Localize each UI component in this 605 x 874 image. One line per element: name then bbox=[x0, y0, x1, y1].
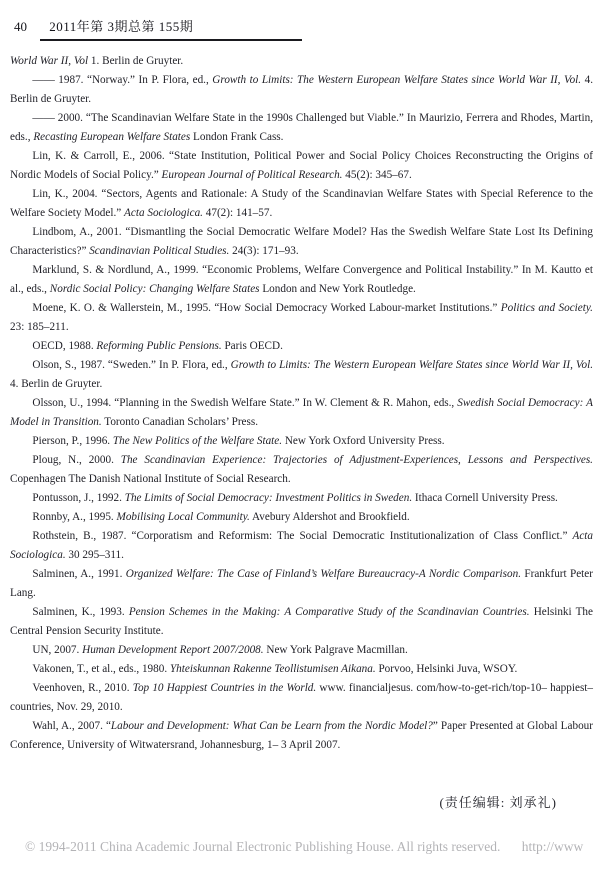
reference-item bbox=[10, 299, 593, 337]
reference-text: 47(2): 141–57. bbox=[202, 207, 273, 219]
reference-title-italic: Human Development Report 2007/2008. bbox=[82, 644, 264, 656]
reference-text: Frankfurt Peter Lang. bbox=[10, 568, 593, 599]
reference-item bbox=[10, 337, 593, 356]
references-list bbox=[10, 52, 593, 755]
reference-text: Olson, S., 1987. “Sweden.” In P. Flora, ed., bbox=[32, 359, 231, 371]
reference-item bbox=[10, 261, 593, 299]
reference-title-italic: Scandinavian Political Studies. bbox=[89, 245, 230, 257]
reference-text: Copenhagen The Danish National Institute of Social Research. bbox=[10, 473, 291, 485]
reference-text: ” Paper Presented at Global Labour Conference, University of Witwatersrand, Johannesburg, 1– 3 April 2007. bbox=[10, 720, 593, 751]
reference-title-italic: Acta Sociologica. bbox=[10, 530, 593, 561]
reference-text: Moene, K. O. & Wallerstein, M., 1995. “How Social Democracy Worked Labour-market Institutions.” bbox=[32, 302, 501, 314]
reference-text: Avebury Aldershot and Brookfield. bbox=[249, 511, 410, 523]
page-number: 40 bbox=[14, 19, 27, 34]
reference-text: Pierson, P., 1996. bbox=[32, 435, 113, 447]
reference-item bbox=[10, 489, 593, 508]
reference-text: London Frank Cass. bbox=[190, 131, 284, 143]
footer-url: http://www bbox=[521, 839, 584, 854]
reference-text: 30 295–311. bbox=[65, 549, 124, 561]
reference-text: Lin, K., 2004. “Sectors, Agents and Rationale: A Study of the Scandinavian Welfare States with Special Reference to the Welfare Society Model.” bbox=[10, 188, 593, 219]
reference-text: www. financialjesus. com/how-to-get-rich/top-10– happiest– countries, Nov. 29, 2010. bbox=[10, 682, 594, 713]
reference-title-italic: World War II, Vol bbox=[10, 55, 89, 67]
reference-text: Helsinki The Central Pension Security Institute. bbox=[10, 606, 593, 637]
reference-title-italic: Growth to Limits: The Western European Welfare States since World War II, Vol. bbox=[212, 74, 582, 86]
journal-issue-info: 2011年第 3期总第 155期 bbox=[49, 19, 194, 34]
reference-item bbox=[10, 52, 593, 71]
reference-text: 24(3): 171–93. bbox=[229, 245, 299, 257]
reference-text: Ploug, N., 2000. bbox=[32, 454, 121, 466]
header-rule bbox=[40, 39, 302, 41]
reference-title-italic: Nordic Social Policy: Changing Welfare States bbox=[49, 283, 260, 295]
reference-title-italic: Reforming Public Pensions. bbox=[96, 340, 222, 352]
reference-item bbox=[10, 451, 593, 489]
reference-text: 1. Berlin de Gruyter. bbox=[88, 55, 184, 67]
reference-text: Marklund, S. & Nordlund, A., 1999. “Economic Problems, Welfare Convergence and Political Instability.” In M. Kautto et al., eds., bbox=[10, 264, 593, 295]
reference-title-italic: The New Politics of the Welfare State. bbox=[112, 435, 283, 447]
reference-item bbox=[10, 527, 593, 565]
reference-text: Veenhoven, R., 2010. bbox=[32, 682, 133, 694]
reference-item bbox=[10, 565, 593, 603]
reference-item bbox=[10, 147, 593, 185]
reference-text: Rothstein, B., 1987. “Corporatism and Reformism: The Social Democratic Institutionalization of Class Conflict.” bbox=[32, 530, 573, 542]
reference-text: Toronto Canadian Scholars’ Press. bbox=[101, 416, 259, 428]
reference-text: 23: 185–211. bbox=[10, 321, 69, 333]
reference-item bbox=[10, 641, 593, 660]
reference-text: Porvoo, Helsinki Juva, WSOY. bbox=[375, 663, 518, 675]
editor-note: (责任编辑: 刘承礼) bbox=[439, 795, 557, 810]
reference-text: Lin, K. & Carroll, E., 2006. “State Institution, Political Power and Social Policy Choices Reconstructing the Origins of Nordic Models of Social Policy.” bbox=[10, 150, 593, 181]
reference-title-italic: Recasting European Welfare States bbox=[33, 131, 191, 143]
reference-title-italic: Yhteiskunnan Rakenne Teollistumisen Aikana. bbox=[169, 663, 376, 675]
reference-text: UN, 2007. bbox=[32, 644, 83, 656]
reference-item bbox=[10, 717, 593, 755]
reference-text: New York Palgrave Macmillan. bbox=[263, 644, 408, 656]
reference-text: Salminen, A., 1991. bbox=[32, 568, 126, 580]
reference-item bbox=[10, 508, 593, 527]
reference-text: —— 1987. “Norway.” In P. Flora, ed., bbox=[32, 74, 213, 86]
reference-text: 45(2): 345–67. bbox=[342, 169, 412, 181]
reference-title-italic: Labour and Development: What Can be Learn from the Nordic Model? bbox=[110, 720, 433, 732]
reference-item bbox=[10, 394, 593, 432]
reference-title-italic: The Scandinavian Experience: Trajectories of Adjustment-Experiences, Lessons and Perspectives. bbox=[120, 454, 593, 466]
reference-item bbox=[10, 71, 593, 109]
reference-item bbox=[10, 432, 593, 451]
page-footer bbox=[25, 839, 605, 855]
reference-title-italic: Swedish Social Democracy: A Model in Transition. bbox=[10, 397, 593, 428]
reference-text: Ronnby, A., 1995. bbox=[32, 511, 117, 523]
reference-item bbox=[10, 660, 593, 679]
reference-title-italic: Acta Sociologica. bbox=[124, 207, 203, 219]
reference-text: Wahl, A., 2007. “ bbox=[32, 720, 111, 732]
reference-text: Pontusson, J., 1992. bbox=[32, 492, 125, 504]
reference-item bbox=[10, 109, 593, 147]
reference-text: Lindbom, A., 2001. “Dismantling the Social Democratic Welfare Model? Has the Swedish Welfare State Lost Its Defining Characteristics?” bbox=[10, 226, 593, 257]
reference-title-italic: Politics and Society. bbox=[500, 302, 593, 314]
reference-item bbox=[10, 185, 593, 223]
reference-title-italic: Top 10 Happiest Countries in the World. bbox=[132, 682, 317, 694]
reference-title-italic: Growth to Limits: The Western European Welfare States since World War II, Vol. bbox=[230, 359, 593, 371]
reference-text: London and New York Routledge. bbox=[259, 283, 416, 295]
reference-title-italic: The Limits of Social Democracy: Investment Politics in Sweden. bbox=[124, 492, 413, 504]
reference-title-italic: Mobilising Local Community. bbox=[116, 511, 250, 523]
reference-item bbox=[10, 223, 593, 261]
reference-text: Salminen, K., 1993. bbox=[32, 606, 129, 618]
reference-text: Vakonen, T., et al., eds., 1980. bbox=[32, 663, 170, 675]
reference-text: OECD, 1988. bbox=[32, 340, 97, 352]
reference-text: New York Oxford University Press. bbox=[282, 435, 445, 447]
reference-text: Ithaca Cornell University Press. bbox=[412, 492, 558, 504]
reference-item bbox=[10, 679, 593, 717]
reference-item bbox=[10, 603, 593, 641]
reference-text: 4. Berlin de Gruyter. bbox=[10, 74, 593, 105]
reference-text: 4. Berlin de Gruyter. bbox=[10, 378, 103, 390]
reference-title-italic: European Journal of Political Research. bbox=[161, 169, 343, 181]
reference-item bbox=[10, 356, 593, 394]
copyright-text: © 1994-2011 China Academic Journal Electronic Publishing House. All rights reserved. bbox=[25, 839, 501, 854]
reference-text: —— 2000. “The Scandinavian Welfare State in the 1990s Challenged but Viable.” In Maurizio, Ferrera and Rhodes, Martin, eds., bbox=[10, 112, 593, 143]
reference-title-italic: Organized Welfare: The Case of Finland’s Welfare Bureaucracy-A Nordic Comparison. bbox=[125, 568, 521, 580]
reference-text: Olsson, U., 1994. “Planning in the Swedish Welfare State.” In W. Clement & R. Mahon, eds., bbox=[32, 397, 458, 409]
reference-text: Paris OECD. bbox=[221, 340, 283, 352]
page-header bbox=[14, 16, 591, 35]
reference-title-italic: Pension Schemes in the Making: A Comparative Study of the Scandinavian Countries. bbox=[128, 606, 530, 618]
